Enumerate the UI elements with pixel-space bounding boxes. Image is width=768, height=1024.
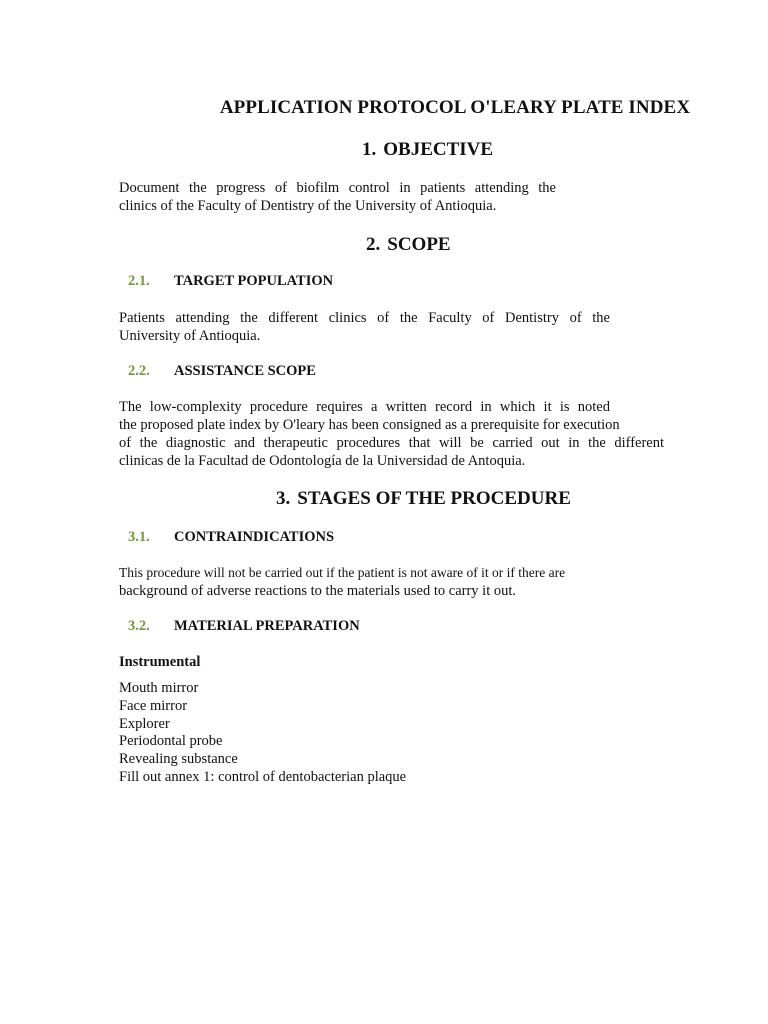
instrumental-label: Instrumental <box>119 654 201 670</box>
section-number: 1. <box>362 139 377 160</box>
section-heading-stages <box>276 488 571 510</box>
section-title: OBJECTIVE <box>383 139 494 160</box>
section-number: 3. <box>276 488 291 509</box>
section-title: STAGES OF THE PROCEDURE <box>297 488 571 509</box>
section-number: 2. <box>366 234 381 255</box>
assistance-scope-paragraph <box>119 398 664 470</box>
list-item: Explorer <box>119 715 170 732</box>
section-heading-scope <box>366 234 451 256</box>
list-item: Revealing substance <box>119 751 238 768</box>
paragraph-line: clinics of the Faculty of Dentistry of the University of Antioquia. <box>119 198 497 214</box>
section-title: SCOPE <box>387 234 451 255</box>
list-item: Periodontal probe <box>119 733 223 750</box>
paragraph-line: Patients attending the different clinics of the Faculty of Dentistry of the <box>119 310 610 326</box>
subsection-number: 3.2. <box>128 618 150 634</box>
subsection-number: 2.2. <box>128 363 150 379</box>
subsection-number: 3.1. <box>128 529 150 545</box>
document-title: APPLICATION PROTOCOL O'LEARY PLATE INDEX <box>219 97 691 118</box>
list-item: Fill out annex 1: control of dentobacterian plaque <box>119 768 407 785</box>
paragraph-line: of the diagnostic and therapeutic procedures that will be carried out in the different <box>119 435 664 451</box>
paragraph-line: Document the progress of biofilm control in patients attending the <box>119 180 556 196</box>
paragraph-line: The low-complexity procedure requires a written record in which it is noted <box>119 399 610 415</box>
contraindications-paragraph <box>119 564 565 600</box>
list-item: Mouth mirror <box>119 680 199 696</box>
paragraph-line: This procedure will not be carried out if the patient is not aware of it or if there are <box>119 565 566 580</box>
instrumental-list <box>119 680 406 787</box>
paragraph-line: clinicas de la Facultad de Odontología de la Universidad de Antoquia. <box>119 453 526 469</box>
section-heading-objective <box>362 139 493 161</box>
target-population-paragraph <box>119 309 610 345</box>
subsection-title: TARGET POPULATION <box>174 273 334 289</box>
paragraph-line: the proposed plate index by O'leary has been consigned as a prerequisite for execution <box>119 417 620 433</box>
subsection-title: MATERIAL PREPARATION <box>174 618 360 634</box>
subsection-number: 2.1. <box>128 273 150 289</box>
objective-paragraph <box>119 179 556 215</box>
paragraph-line: background of adverse reactions to the materials used to carry it out. <box>119 583 517 599</box>
paragraph-line: University of Antioquia. <box>119 328 261 344</box>
subsection-title: CONTRAINDICATIONS <box>174 529 335 545</box>
list-item: Face mirror <box>119 697 188 714</box>
subsection-title: ASSISTANCE SCOPE <box>174 363 316 379</box>
